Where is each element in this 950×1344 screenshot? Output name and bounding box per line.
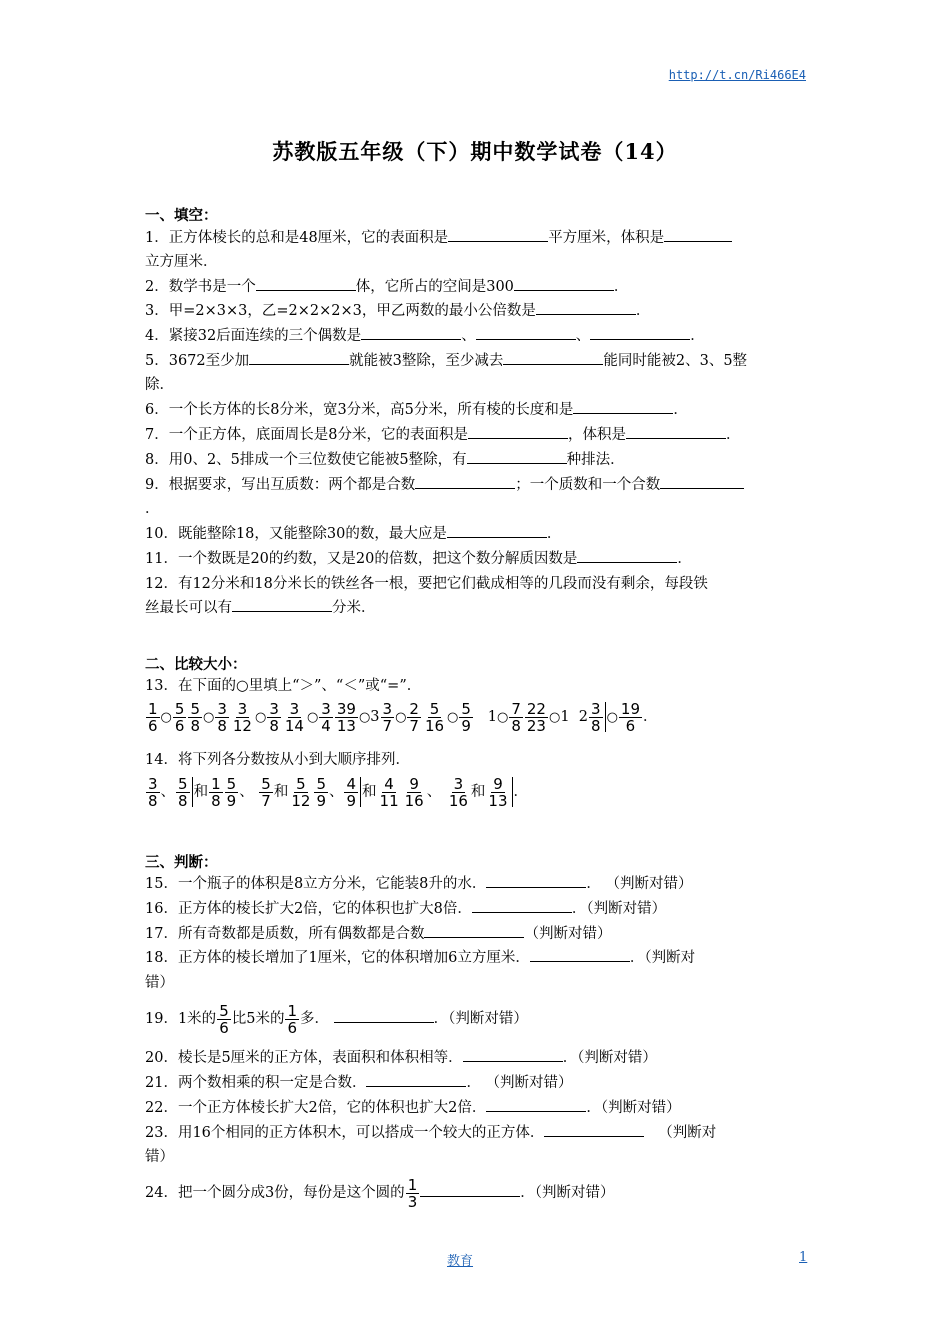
q-text: 23．用16个相同的正方体积木，可以搭成一个较大的正方体． [145,1125,545,1141]
question-1-cont: 立方厘米． [145,254,218,270]
q-text: ． [725,427,741,443]
question-3 [145,299,810,323]
question-8 [145,448,810,472]
fraction: $\frac{3}{16}$ [448,774,468,810]
question-10 [145,522,810,546]
compare-circle[interactable]: ○ [306,710,319,725]
fraction: $\frac{5}{6}$ [219,1001,229,1037]
answer-blank[interactable] [424,922,524,938]
q-text: 1．正方体棱长的总和是48厘米，它的表面积是 [145,230,449,246]
question-15 [145,872,810,896]
question-5 [145,349,810,373]
question-18-cont: 错） [145,975,174,991]
q-text: 3．甲=2×3×3，乙=2×2×2×3，甲乙两数的最小公倍数是 [145,303,536,319]
fraction: $\frac{5}{9}$ [461,699,471,735]
answer-blank[interactable] [467,448,567,464]
q-text: ． [613,279,629,295]
q-text: 、 [461,328,476,344]
q-text: ．（判断对错） [562,1050,657,1066]
question-24 [145,1173,810,1213]
question-2 [145,275,810,299]
fraction: $\frac{3}{7}$ [382,699,393,735]
answer-blank[interactable] [232,596,332,612]
fraction: $\frac{22}{23}$ [526,699,546,735]
fraction: $\frac{3}{14}$ [284,699,304,735]
answer-blank[interactable] [463,1046,563,1062]
q-text: ，体积是 [567,427,626,443]
q-text: 、 [575,328,591,344]
answer-blank[interactable] [447,522,547,538]
page-number: 1 [799,1250,808,1265]
q-text: ． [635,303,651,319]
answer-blank[interactable] [573,398,673,414]
compare-circle[interactable]: ○ [160,710,172,725]
q-text: ． [673,402,688,418]
q-text: （判断对 [658,1125,717,1141]
answer-blank[interactable] [468,423,568,439]
answer-blank[interactable] [536,299,636,315]
q-text: ；一个质数和一个合数 [515,477,661,493]
fraction: $\frac{39}{13}$ [336,699,356,735]
compare-circle[interactable]: ○ [548,710,561,725]
q-text: 18．正方体的棱长增加了1厘米，它的体积增加6立方厘米． [145,950,530,966]
q-text: ． [546,526,562,542]
answer-blank[interactable] [472,897,572,913]
q-text: 6．一个长方体的长8分米，宽3分米，高5分米，所有棱的长度和是 [145,402,574,418]
fraction: $\frac{1}{6}$ [148,699,158,735]
fraction: $\frac{3}{8}$ [148,774,158,810]
q-text: 2．数学书是一个 [145,279,256,295]
q-text: 分米． [332,600,376,616]
fraction: $\frac{5}{7}$ [261,774,271,810]
q-text: 24．把一个圆分成3份，每份是这个圆的 [145,1185,405,1201]
q-text: 平方厘米，体积是 [548,230,665,246]
answer-blank[interactable] [361,324,461,340]
question-5-cont: 除． [145,377,174,393]
question-9-cont: ． [145,501,160,517]
q-text: ． [690,328,705,344]
q-text: ．（判断对错） [433,1011,528,1027]
q-text: 17．所有奇数都是质数，所有偶数都是合数 [145,926,425,942]
fraction: $\frac{3}{8}$ [591,699,601,735]
q-text: 5．3672至少加 [145,353,250,369]
fraction: $\frac{7}{8}$ [511,699,521,735]
answer-blank[interactable] [486,1096,586,1112]
q-text: （判断对错） [524,926,612,942]
fraction: $\frac{5}{9}$ [226,774,237,810]
q-text: 22．一个正方体棱长扩大2倍，它的体积也扩大2倍． [145,1100,487,1116]
question-18 [145,946,810,970]
answer-blank[interactable] [544,1121,644,1137]
answer-blank[interactable] [577,547,677,563]
compare-circle[interactable]: ○ [202,710,215,725]
q-text: 比5米的 [231,1011,285,1027]
fraction: $\frac{1}{6}$ [287,1001,298,1037]
compare-circle[interactable]: ○ [497,710,509,725]
fraction: $\frac{5}{12}$ [291,774,311,810]
q-text: 19．1米的 [145,1011,217,1027]
whole-number: 1 [487,709,497,725]
page-title: 苏教版五年级（下）期中数学试卷（14） [272,139,678,164]
question-14-items: $\frac{3}{8}$ 、 $\frac{5}{8}$ 和 $\frac{1}{8}$ $\frac{5}{9}$ 、 $\frac{5}{7}$ 和 $\frac{5}{12}$ $\frac{5}{9}$ 、 $\frac{4}{9}$ 和 $\frac{4}{11}$ $\frac{9}{16}$ 、 $\frac{3}{16}$ 和 $\frac{9}{13}$ ． [148,774,529,810]
fraction: $\frac{5}{6}$ [174,699,185,735]
section-judge: 三、判断： [145,854,218,871]
fraction: $\frac{5}{16}$ [424,699,445,735]
whole-number: 1 [560,709,570,725]
q-text: 8．用0、2、5排成一个三位数使它能被5整除，有 [145,452,467,468]
q-text: ．（判断对错） [586,1100,681,1116]
q-text: 16．正方体的棱长扩大2倍，它的体积也扩大8倍． [145,901,472,917]
q-text: 11．一个数既是20的约数，又是20的倍数，把这个数分解质因数是 [145,551,578,567]
answer-blank[interactable] [476,324,576,340]
header-link[interactable]: http://t.cn/Ri466E4 [668,68,806,82]
question-12-cont [145,596,810,620]
question-19 [145,999,810,1039]
answer-blank[interactable] [660,473,744,489]
q-text: 能同时能被2、3、5整 [603,353,748,369]
q-text: ． （判断对错） [466,1075,573,1091]
answer-blank[interactable] [366,1071,466,1087]
question-22 [145,1096,810,1120]
fraction: $\frac{3}{8}$ [217,699,227,735]
q-text: 种排法． [566,452,625,468]
fraction: $\frac{5}{9}$ [316,774,326,810]
compare-circle[interactable]: ○ [606,710,618,725]
answer-blank[interactable] [514,275,614,291]
q-text: ．（判断对错） [520,1185,615,1201]
section-fill-blank: 一、填空： [145,207,218,224]
q-text: 21．两个数相乘的积一定是合数． [145,1075,367,1091]
fraction: $\frac{19}{6}$ [620,699,640,735]
answer-blank[interactable] [249,349,349,365]
fraction: $\frac{4}{9}$ [346,774,357,810]
answer-blank[interactable] [420,1181,520,1197]
fraction: $\frac{3}{4}$ [321,699,331,735]
question-6 [145,398,810,422]
question-7 [145,423,810,447]
q-text: 丝最长可以有 [145,600,232,616]
answer-blank[interactable] [664,226,732,242]
fraction: $\frac{4}{11}$ [379,774,399,810]
q-text: 15．一个瓶子的体积是8立方分米，它能装8升的水． [145,876,487,892]
question-23 [145,1121,810,1145]
answer-blank[interactable] [256,275,356,291]
answer-blank[interactable] [486,872,586,888]
answer-blank[interactable] [334,1007,434,1023]
q-text: ． [677,551,692,567]
question-13: 13．在下面的○里填上“＞”、“＜”或“=”． [145,678,422,694]
fraction: $\frac{5}{8}$ [190,699,200,735]
answer-blank[interactable] [448,226,548,242]
q-text: ． （判断对错） [586,876,693,892]
fraction: $\frac{5}{8}$ [178,774,188,810]
whole-number: 2 [578,709,589,725]
question-23-cont: 错） [145,1149,174,1165]
question-12: 12．有12分米和18分米长的铁丝各一根，要把它们截成相等的几段而没有剩余，每段铁 [145,576,708,592]
q-text: 10．既能整除18，又能整除30的数，最大应是 [145,526,447,542]
question-17 [145,922,810,946]
question-13-items: $\frac{1}{6}$ ○ $\frac{5}{6}$ $\frac{5}{8}$ ○ $\frac{3}{8}$ $\frac{3}{12}$ ○ $\frac{3}{8}$ $\frac{3}{14}$ ○ $\frac{3}{4}$ $\frac{39}{13}$ ○3 $\frac{3}{7}$ ○ $\frac{2}{7}$ $\frac{5}{16}$ ○ $\frac{5}{9}$ 1○ $\frac{7}{8}$ $\frac{22}{23}$ ○1 2 $\frac{3}{8}$ ○ $\frac{19}{6}$ ． [148,699,658,735]
question-16 [145,897,810,921]
question-14: 14．将下列各分数按从小到大顺序排列． [145,752,410,768]
whole-number: 3 [370,709,380,725]
q-text: 4．紧接32后面连续的三个偶数是 [145,328,362,344]
fraction: $\frac{9}{13}$ [488,774,508,810]
q-text: 体，它所占的空间是300 [355,279,514,295]
question-20 [145,1046,810,1070]
fraction: $\frac{3}{8}$ [269,699,279,735]
q-text: 就能被3整除，至少减去 [349,353,504,369]
fraction: $\frac{9}{16}$ [404,774,424,810]
q-text: ．（判断对 [629,950,696,966]
compare-circle[interactable]: ○ [447,710,459,725]
answer-blank[interactable] [590,324,690,340]
question-11 [145,547,810,571]
q-text: 7．一个正方体，底面周长是8分米，它的表面积是 [145,427,468,443]
answer-blank[interactable] [530,946,630,962]
answer-blank[interactable] [503,349,603,365]
fraction: $\frac{2}{7}$ [409,699,419,735]
question-1 [145,226,810,250]
compare-circle[interactable]: ○ [254,710,267,725]
q-text: ．（判断对错） [571,901,667,917]
question-4 [145,324,810,348]
question-9 [145,473,810,497]
section-compare: 二、比较大小： [145,656,247,673]
compare-circle[interactable]: ○ [358,710,371,725]
fraction: $\frac{1}{3}$ [407,1175,418,1211]
q-text: 20．棱长是5厘米的正方体，表面积和体积相等． [145,1050,463,1066]
footer-link[interactable]: 教育 [447,1254,474,1269]
fraction: $\frac{3}{12}$ [232,699,252,735]
fraction: $\frac{1}{8}$ [211,774,221,810]
compare-circle[interactable]: ○ [395,710,407,725]
q-text: 多． [300,1011,330,1027]
q-text: 9．根据要求，写出互质数：两个都是合数 [145,477,416,493]
question-21 [145,1071,810,1095]
answer-blank[interactable] [626,423,726,439]
answer-blank[interactable] [415,473,515,489]
